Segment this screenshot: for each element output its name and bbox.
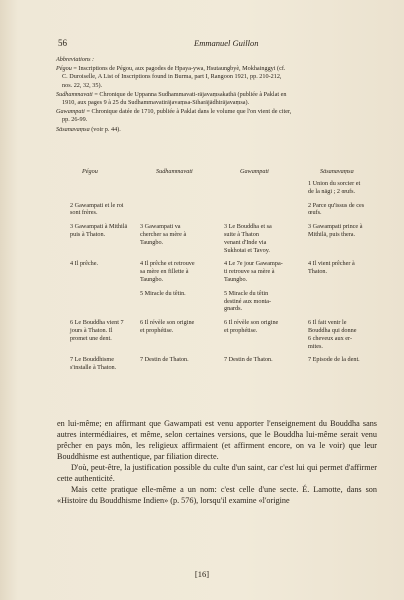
page-header: [58, 38, 358, 52]
abbreviation-line: pp. 26-99.: [62, 116, 88, 124]
table-cell-line: de la nāgi ; 2 œufs.: [308, 187, 356, 195]
table-row: [56, 319, 386, 356]
table-cell-line: destiné aux monta-: [224, 297, 272, 305]
paragraph-1: en lui-même; en affirmant que Gawampati est venu apporter l'enseignement du Bouddha sans autres intermédiaires, et même, selon certaines versions, que le Bouddha lui-même serait venu prêcher en pays môn, les religieux affirmaient (et affirment encore, on va le voir) que leur Bouddhisme est authentique, par filiation directe.: [57, 419, 377, 461]
table-row: [56, 290, 386, 319]
table-cell: [70, 319, 144, 342]
table-cell: [224, 290, 304, 313]
table-cell-line: 4 Il vient prêcher à: [308, 260, 355, 268]
paragraph-3: Mais cette pratique elle-même a un nom: c'est celle d'une secte. É. Lamotte, dans son «Histoire du Bouddhisme Indien» (p. 576), lorsqu'il examine «l'origine: [57, 485, 377, 505]
table-cell-line: 5 Miracle du têtin.: [140, 289, 186, 297]
table-cell-line: gnards.: [224, 305, 243, 313]
abbreviation-entry: [56, 108, 378, 124]
table-cell-line: venant d'Inde via: [224, 238, 267, 246]
table-cell-line: sont frères.: [70, 209, 98, 217]
table-cell: [140, 223, 218, 246]
column-header-pegou: Pégou: [82, 168, 98, 175]
table-cell: [70, 356, 144, 372]
table-header: [56, 168, 386, 180]
table-cell-line: Mithilā, puis thera.: [308, 230, 356, 238]
table-cell: [140, 290, 218, 298]
table-cell-line: 4 Il prêche.: [70, 260, 99, 268]
table-cell-line: mites.: [308, 342, 323, 350]
comparison-table: [56, 168, 386, 378]
abbreviations-heading: Abbreviations :: [56, 56, 95, 63]
abbreviation-line: 1910, aux pages 9 à 25 du Sudhammavatirājavaṃsa-Siharājādhirājavaṃsa).: [62, 99, 250, 107]
table-cell-line: 3 Le Bouddha et sa: [224, 223, 272, 231]
table-cell-line: Thaton.: [308, 268, 328, 276]
table-cell-line: et prophétise.: [140, 326, 174, 334]
table-body: [56, 180, 386, 378]
table-row: [56, 180, 386, 202]
abbreviation-line: C. Duroiselle, A List of Inscriptions found in Burma, part I, Rangoon 1921, pp. 210-212,: [62, 73, 282, 81]
table-cell-line: jours à Thaton. Il: [70, 326, 113, 334]
table-cell-line: chercher sa mère à: [140, 230, 187, 238]
abbreviation-entry: [56, 91, 378, 107]
table-cell: [308, 356, 384, 364]
table-row: [56, 260, 386, 289]
table-cell-line: Taungbo.: [140, 275, 164, 283]
table-cell: [308, 319, 384, 350]
table-cell-line: 7 Episode de la dent.: [308, 356, 360, 364]
table-cell-line: 1 Union du sorcier et: [308, 180, 361, 187]
body-text: [57, 418, 377, 506]
table-cell-line: 3 Gawampati à Mithilā: [70, 223, 128, 231]
table-cell: [224, 260, 304, 283]
table-cell-line: s'installe à Thaton.: [70, 364, 117, 372]
table-cell-line: 3 Gawampati prince à: [308, 223, 363, 231]
abbreviation-term: Gawampati: [56, 108, 85, 116]
table-cell-line: 6 Il révèle son origine: [224, 319, 279, 327]
page-number: 56: [58, 38, 67, 48]
table-cell-line: Sukhotai et Tavoy.: [224, 246, 270, 254]
table-cell: [70, 202, 144, 218]
abbreviation-entry: [56, 65, 378, 90]
table-cell-line: 4 Il prêche et retrouve: [140, 260, 195, 268]
table-cell: [308, 180, 384, 196]
table-cell-line: Taungbo.: [140, 238, 164, 246]
abbreviation-line: nos. 22, 32, 35).: [62, 81, 103, 89]
abbreviations-list: [56, 65, 378, 134]
paragraph-2: D'où, peut-être, la justification possible du culte d'un saint, car c'est lui qui permet d'affirmer cette authenticité.: [57, 463, 377, 483]
abbreviation-line: = Inscriptions de Pégou, aux pagodes de Hpaya-ywa, Hsutaungbyè, Mokhainggyi (cf.: [71, 65, 286, 73]
abbreviations-block: [56, 56, 378, 135]
table-cell: [224, 223, 304, 254]
abbreviation-line: = Chronique de Uppanna Sudhammavati-rājavaṃsakathā (publiée à Paklat en: [92, 90, 287, 98]
column-header-gawampati: Gawampati: [240, 168, 269, 175]
table-cell-line: 6 Le Bouddha vient 7: [70, 319, 124, 327]
table-cell-line: 2 Parce qu'issus de ces: [308, 201, 365, 209]
column-header-sasanavamsa: Sāsanavaṃsa: [320, 168, 354, 175]
table-cell-line: et prophétise.: [224, 326, 258, 334]
table-cell: [140, 356, 218, 364]
abbreviation-term: Sāsanavaṃsa: [56, 125, 90, 133]
table-cell-line: 7 Le Bouddhisme: [70, 356, 114, 364]
table-cell-line: promet une dent.: [70, 334, 112, 342]
abbreviation-entry: [56, 126, 378, 134]
table-cell-line: 4 Le 7e jour Gawampa-: [224, 260, 283, 268]
table-cell: [140, 319, 218, 335]
table-cell: [308, 202, 384, 218]
column-header-sudhammavati: Sudhammavati: [156, 168, 193, 175]
table-cell-line: 3 Gawampati va: [140, 223, 181, 231]
table-cell-line: 7 Destin de Thaton.: [224, 356, 273, 364]
table-cell-line: ti retrouve sa mère à: [224, 268, 275, 276]
abbreviation-term: Sudhammavati: [56, 90, 93, 98]
table-cell-line: Taungbo.: [224, 275, 248, 283]
table-cell-line: 6 cheveux aux er-: [308, 334, 353, 342]
table-cell-line: œufs.: [308, 209, 322, 217]
table-row: [56, 356, 386, 378]
page-footer-label: [16]: [194, 569, 210, 579]
table-cell-line: 2 Gawampati et le roi: [70, 201, 124, 209]
table-cell: [308, 260, 384, 276]
table-row: [56, 202, 386, 224]
table-cell-line: 6 Il révèle son origine: [140, 319, 195, 327]
abbreviation-line: = Chronique datée de 1710, publiée à Paklat dans le volume que l'on vient de citer,: [84, 108, 292, 116]
table-cell-line: 6 Il fait venir le: [308, 319, 347, 327]
table-row: [56, 223, 386, 260]
table-cell: [70, 223, 144, 239]
table-cell: [70, 260, 144, 268]
table-cell-line: Bouddha qui donne: [308, 326, 357, 334]
abbreviation-line: (voir p. 44).: [89, 125, 121, 133]
table-cell-line: 5 Miracle du têtin: [224, 289, 269, 297]
table-cell: [308, 223, 384, 239]
table-cell-line: sa mère en fillette à: [140, 268, 189, 276]
table-cell: [140, 260, 218, 283]
running-head: Emmanuel Guillon: [194, 38, 259, 48]
table-cell-line: puis à Thaton.: [70, 230, 106, 238]
table-cell-line: 7 Destin de Thaton.: [140, 356, 189, 364]
table-cell: [224, 356, 304, 364]
table-cell: [224, 319, 304, 335]
table-cell-line: suite à Thaton: [224, 230, 259, 238]
abbreviation-term: Pégou: [56, 65, 72, 73]
